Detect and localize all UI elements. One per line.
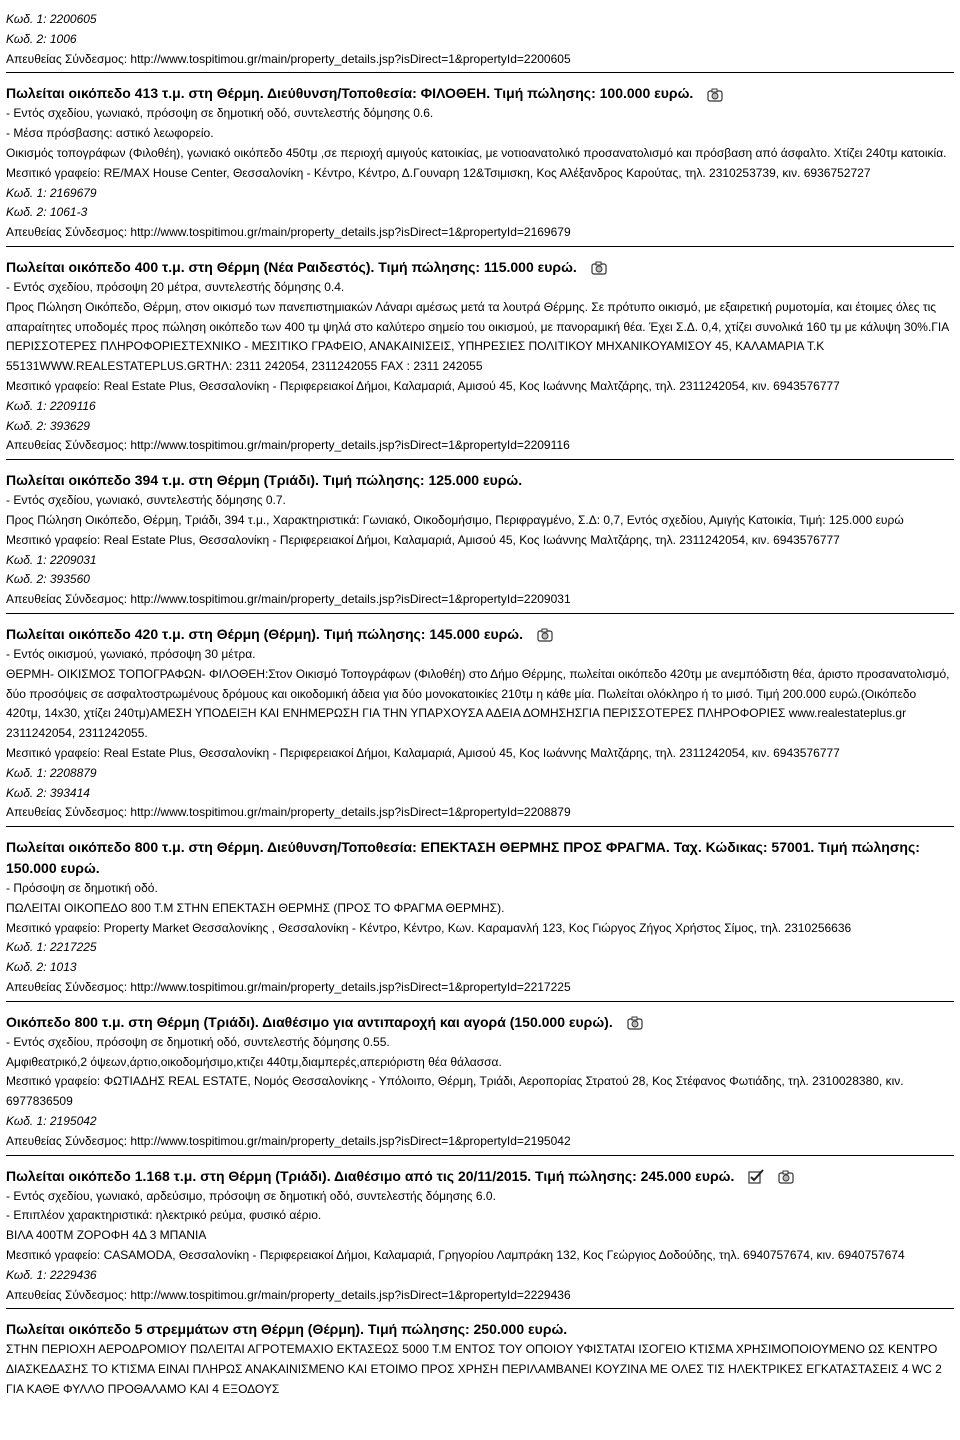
listing-title-text: Πωλείται οικόπεδο 5 στρεμμάτων στη Θέρμη (Θέρμη). Τιμή πώλησης: 250.000 ευρώ. (6, 1321, 568, 1338)
code-2: Κωδ. 2: 393629 (6, 418, 90, 433)
listing-detail-line: - Εντός σχεδίου, γωνιακό, αρδεύσιμο, πρόσοψη σε δημοτική οδό, συντελεστής δόμησης 6.0. (6, 1188, 496, 1203)
listing-title-text: Πωλείται οικόπεδο 800 τ.μ. στη Θέρμη. Διεύθυνση/Τοποθεσία: ΕΠΕΚΤΑΣΗ ΘΕΡΜΗΣ ΠΡΟΣ ΦΡΑΓΜΑ. Ταχ. Κώδικας: 57001. Τιμή πώλησης: 150.000 ευρώ. (6, 839, 920, 877)
code-1: Κωδ. 1: 2200605 (6, 12, 97, 26)
checkbox-icon[interactable] (748, 1169, 764, 1184)
listing-title-text: Οικόπεδο 800 τ.μ. στη Θέρμη (Τριάδι). Διαθέσιμο για αντιπαροχή και αγορά (150.000 ευρώ). (6, 1013, 613, 1030)
camera-icon[interactable] (537, 628, 553, 642)
camera-icon[interactable] (627, 1016, 643, 1030)
property-listing (6, 1012, 954, 1156)
camera-icon[interactable] (778, 1170, 794, 1184)
property-listing (6, 257, 954, 460)
listing-detail-line: Αμφιθεατρικό,2 όψεων,άρτιο,οικοδομήσιμο,κτιζει 440τμ,διαμπερές,απεριόριστη θέα θάλασσα. (6, 1054, 502, 1069)
code-2: Κωδ. 2: 1006 (6, 31, 77, 46)
listing-detail-line: Μεσιτικό γραφείο: Real Estate Plus, Θεσσαλονίκη - Περιφερειακοί Δήμοι, Καλαμαριά, Αμισού 45, Κος Ιωάννης Μαλτζάρης, τηλ. 2311242054, κιν. 6943576777 (6, 745, 840, 760)
direct-link[interactable]: Απευθείας Σύνδεσμος: http://www.tospitimou.gr/main/property_details.jsp?isDirect=1&propertyId=2209116 (6, 438, 570, 453)
listing-title-text: Πωλείται οικόπεδο 400 τ.μ. στη Θέρμη (Νέα Ραιδεστός). Τιμή πώλησης: 115.000 ευρώ. (6, 258, 577, 275)
listing-title-text: Πωλείται οικόπεδο 1.168 τ.μ. στη Θέρμη (Τριάδι). Διαθέσιμο από τις 20/11/2015. Τιμή πώλησης: 245.000 ευρώ. (6, 1167, 735, 1184)
direct-link[interactable]: Απευθείας Σύνδεσμος: http://www.tospitimou.gr/main/property_details.jsp?isDirect=1&propertyId=2195042 (6, 1133, 571, 1148)
code-1: Κωδ. 1: 2229436 (6, 1267, 97, 1282)
direct-link[interactable]: Απευθείας Σύνδεσμος: http://www.tospitimou.gr/main/property_details.jsp?isDirect=1&propertyId=2169679 (6, 225, 571, 240)
property-listing (6, 1319, 954, 1402)
code-2: Κωδ. 2: 1013 (6, 960, 77, 975)
listing-detail-line: Προς Πώληση Οικόπεδο, Θέρμη, Τριάδι, 394 τ.μ., Χαρακτηριστικά: Γωνιακό, Οικοδομήσιμο, Περιφραγμένο, Σ.Δ: 0,7, Εντός σχεδίου, Αμιγής Κατοικία, Τιμή: 125.000 ευρώ (6, 512, 904, 527)
listing-title-text: Πωλείται οικόπεδο 394 τ.μ. στη Θέρμη (Τριάδι). Τιμή πώλησης: 125.000 ευρώ. (6, 472, 523, 489)
listing-title[interactable] (6, 837, 954, 879)
listing-detail-line: - Εντός σχεδίου, γωνιακό, συντελεστής δόμησης 0.7. (6, 493, 286, 508)
listing-detail-line: ΠΩΛΕΙΤΑΙ ΟΙΚΟΠΕΔΟ 800 Τ.Μ ΣΤΗΝ ΕΠΕΚΤΑΣΗ ΘΕΡΜΗΣ (ΠΡΟΣ ΤΟ ΦΡΑΓΜΑ ΘΕΡΜΗΣ). (6, 900, 505, 915)
property-listing (6, 624, 954, 827)
direct-link[interactable]: Απευθείας Σύνδεσμος: http://www.tospitimou.gr/main/property_details.jsp?isDirect=1&propertyId=2208879 (6, 805, 571, 820)
listing-detail-line: Προς Πώληση Οικόπεδο, Θέρμη, στον οικισμό των πανεπιστημιακών Λάναρι αμέσως μετά τα λουτρά Θέρμης. Σε πρότυπο οικισμό, με εξαιρετική ρυμοτομία, και έτοιμες όλες τις απαραίτητες υποδομές προς πώληση οικόπεδο των 400 τμ ψηλά στο καλύτερο σημείο του οικισμού, με πανοραμική θέα. Έχει Σ.Δ. 0,4, χτίζει συνολικά 160 τμ με κάλυψη 30%.ΓΙΑ ΠΕΡΙΣΣΟΤΕΡΕΣ ΠΛΗΡΟΦΟΡΙΕΣΤΕΧΝΙΚΟ - ΜΕΣΙΤΙΚΟ ΓΡΑΦΕΙΟ, ΑΝΑΚΑΙΝΙΣΕΙΣ, ΥΠΗΡΕΣΙΕΣ ΠΟΛΙΤΙΚΟΥ ΜΗΧΑΝΙΚΟΥΑΜΙΣΟΥ 45, ΚΑΛΑΜΑΡΙΑ Τ.Κ 55131WWW.REALESTATEPLUS.GRΤΗΛ: 2311 242054, 2311242055 FAX : 2311 242055 (6, 299, 949, 374)
listing-detail-line: Μεσιτικό γραφείο: CASAMODA, Θεσσαλονίκη - Περιφερειακοί Δήμοι, Καλαμαριά, Γρηγορίου Λαμπράκη 132, Κος Γεώργιος Δοδούδης, τηλ. 6940757674, κιν. 6940757674 (6, 1248, 905, 1263)
code-1: Κωδ. 1: 2209116 (6, 398, 96, 413)
listing-detail-line: - Εντός σχεδίου, πρόσοψη σε δημοτική οδό, συντελεστής δόμησης 0.55. (6, 1034, 390, 1049)
direct-link[interactable]: Απευθείας Σύνδεσμος: http://www.tospitimou.gr/main/property_details.jsp?isDirect=1&propertyId=2229436 (6, 1287, 571, 1302)
direct-link[interactable]: Απευθείας Σύνδεσμος: http://www.tospitimou.gr/main/property_details.jsp?isDirect=1&propertyId=2200605 (6, 51, 571, 66)
direct-link[interactable]: Απευθείας Σύνδεσμος: http://www.tospitimou.gr/main/property_details.jsp?isDirect=1&propertyId=2209031 (6, 592, 571, 607)
listing-detail-line: ΒΙΛΑ 400ΤΜ ΖΟΡΟΦΗ 4Δ 3 ΜΠΑΝΙΑ (6, 1228, 207, 1243)
listing-header-block (6, 10, 954, 73)
property-listing (6, 1166, 954, 1310)
listing-title[interactable] (6, 1012, 954, 1033)
listing-detail-line: - Μέσα πρόσβασης: αστικό λεωφορείο. (6, 126, 214, 141)
listing-detail-line: ΘΕΡΜΗ- ΟΙΚΙΣΜΟΣ ΤΟΠΟΓΡΑΦΩΝ- ΦΙΛΟΘΕΗ:Στον Οικισμό Τοπογράφων (Φιλοθέη) στο Δήμο Θέρμης, πωλείται οικόπεδο 420τμ με ανεμπόδιστη θέα, άριστο προσανατολισμό, δύο προσόψεις σε ασφαλτοστρωμένους δρόμους και οικοδομική άδεια για δύο μονοκατοικίες 210τμ η κάθε μία. Πωλείται ολόκληρο ή το μισό. Τιμή 200.000 ευρώ.(Οικόπεδο 420τμ, 14x30, χτίζει 240τμ)ΑΜΕΣΗ ΥΠΟΔΕΙΞΗ ΚΑΙ ΕΝΗΜΕΡΩΣΗ ΓΙΑ ΤΗΝ ΥΠΑΡΧΟΥΣΑ ΑΔΕΙΑ ΔΟΜΗΣΗΣΓΙΑ ΠΕΡΙΣΣΟΤΕΡΕΣ ΠΛΗΡΟΦΟΡΙΕΣ www.realestateplus.gr 2311242054, 2311242055. (6, 666, 950, 741)
listing-detail-line: ΣΤΗΝ ΠΕΡΙΟΧΗ ΑΕΡΟΔΡΟΜΙΟΥ ΠΩΛΕΙΤΑΙ ΑΓΡΟΤΕΜΑΧΙΟ ΕΚΤΑΣΕΩΣ 5000 Τ.Μ ΕΝΤΟΣ ΤΟΥ ΟΠΟΙΟΥ ΥΦΙΣΤΑΤΑΙ ΙΣΟΓΕΙΟ ΚΤΙΣΜΑ ΧΡΗΣΙΜΟΠΟΙΟΥΜΕΝΟ ΩΣ ΚΕΝΤΡΟ ΔΙΑΣΚΕΔΑΣΗΣ ΤΟ ΚΤΙΣΜΑ ΕΙΝΑΙ ΠΛΗΡΩΣ ΑΝΑΚΑΙΝΙΣΜΕΝΟ ΚΑΙ ΕΤΟΙΜΟ ΠΡΟΣ ΧΡΗΣΗ ΠΕΡΙΛΑΜΒΑΝΕΙ ΚΟΥΖΙΝΑ ΜΕ ΟΛΕΣ ΤΙΣ ΗΛΕΚΤΡΙΚΕΣ ΕΓΚΑΤΑΣΤΑΣΕΙΣ 4 WC 2 ΓΙΑ ΚΑΘΕ ΦΥΛΛΟ ΠΡΟΘΑΛΑΜΟ ΚΑΙ 4 ΕΞΟΔΟΥΣ (6, 1342, 942, 1397)
listing-title[interactable] (6, 470, 954, 491)
camera-icon[interactable] (707, 88, 723, 102)
listing-detail-line: - Πρόσοψη σε δημοτική οδό. (6, 881, 158, 896)
listing-title-text: Πωλείται οικόπεδο 413 τ.μ. στη Θέρμη. Διεύθυνση/Τοποθεσία: ΦΙΛΟΘΕΗ. Τιμή πώλησης: 100.000 ευρώ. (6, 85, 694, 102)
listing-title[interactable] (6, 1166, 954, 1187)
property-listing (6, 83, 954, 247)
code-1: Κωδ. 1: 2217225 (6, 940, 97, 955)
listing-detail-line: - Επιπλέον χαρακτηριστικά: ηλεκτρικό ρεύμα, φυσικό αέριο. (6, 1208, 322, 1223)
listings (6, 83, 954, 1402)
code-1: Κωδ. 1: 2195042 (6, 1114, 97, 1129)
code-2: Κωδ. 2: 393414 (6, 785, 90, 800)
direct-link[interactable]: Απευθείας Σύνδεσμος: http://www.tospitimou.gr/main/property_details.jsp?isDirect=1&propertyId=2217225 (6, 980, 571, 995)
property-listing (6, 837, 954, 1002)
listing-detail-line: Μεσιτικό γραφείο: Real Estate Plus, Θεσσαλονίκη - Περιφερειακοί Δήμοι, Καλαμαριά, Αμισού 45, Κος Ιωάννης Μαλτζάρης, τηλ. 2311242054, κιν. 6943576777 (6, 378, 840, 393)
listing-title[interactable] (6, 83, 954, 104)
listing-detail-line: Μεσιτικό γραφείο: RE/MAX House Center, Θεσσαλονίκη - Κέντρο, Κέντρο, Δ.Γουναρη 12&Τσιμισκη, Κος Αλέξανδρος Καρούτας, τηλ. 2310253739, κιν. 6936752727 (6, 165, 871, 180)
code-1: Κωδ. 1: 2208879 (6, 765, 97, 780)
listing-title[interactable] (6, 1319, 954, 1340)
listing-detail-line: Μεσιτικό γραφείο: ΦΩΤΙΑΔΗΣ REAL ESTATE, Νομός Θεσσαλονίκης - Υπόλοιπο, Θέρμη, Τριάδι, Αεροπορίας Στρατού 28, Κος Στέφανος Φωτιάδης, τηλ. 2310028380, κιν. 6977836509 (6, 1074, 904, 1109)
listing-detail-line: - Εντός σχεδίου, γωνιακό, πρόσοψη σε δημοτική οδό, συντελεστής δόμησης 0.6. (6, 106, 434, 121)
code-2: Κωδ. 2: 393560 (6, 572, 90, 587)
listing-detail-line: Μεσιτικό γραφείο: Property Market Θεσσαλονίκης , Θεσσαλονίκη - Κέντρο, Κέντρο, Κων. Καραμανλή 123, Κος Γιώργος Ζήγος Χρήστος Σίμος, τηλ. 2310256636 (6, 920, 852, 935)
listing-detail-line: Μεσιτικό γραφείο: Real Estate Plus, Θεσσαλονίκη - Περιφερειακοί Δήμοι, Καλαμαριά, Αμισού 45, Κος Ιωάννης Μαλτζάρης, τηλ. 2311242054, κιν. 6943576777 (6, 532, 840, 547)
listing-detail-line: - Εντός οικισμού, γωνιακό, πρόσοψη 30 μέτρα. (6, 646, 256, 661)
code-1: Κωδ. 1: 2169679 (6, 185, 97, 200)
camera-icon[interactable] (591, 261, 607, 275)
listing-title[interactable] (6, 624, 954, 645)
listing-title-text: Πωλείται οικόπεδο 420 τ.μ. στη Θέρμη (Θέρμη). Τιμή πώλησης: 145.000 ευρώ. (6, 625, 524, 642)
property-listing (6, 470, 954, 614)
listing-detail-line: - Εντός σχεδίου, πρόσοψη 20 μέτρα, συντελεστής δόμησης 0.4. (6, 279, 345, 294)
code-2: Κωδ. 2: 1061-3 (6, 205, 88, 220)
listing-title[interactable] (6, 257, 954, 278)
code-1: Κωδ. 1: 2209031 (6, 552, 97, 567)
listing-detail-line: Οικισμός τοπογράφων (Φιλοθέη), γωνιακό οικόπεδο 450τμ ,σε περιοχή αμιγούς κατοικίας, με νοτιοανατολικό προσανατολισμό και πρόσβαση από άσφαλτο. Χτίζει 240τμ κατοικία. (6, 145, 947, 160)
